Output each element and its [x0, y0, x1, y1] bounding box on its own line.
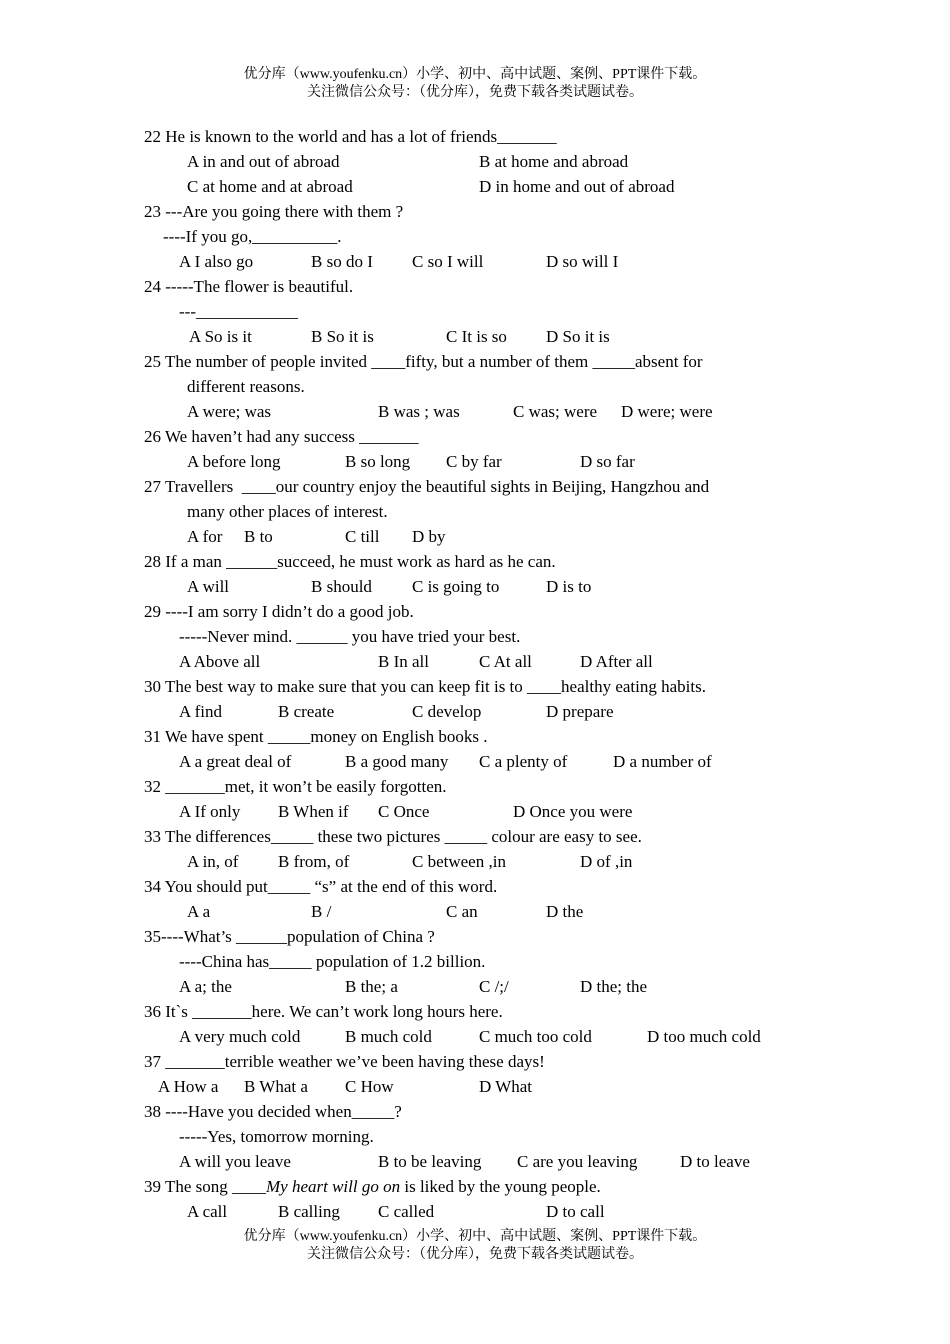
q23-stem: 23 ---Are you going there with them ? — [144, 202, 404, 221]
q38-stem-reply: -----Yes, tomorrow morning. — [179, 1127, 374, 1146]
q26-option-c: C by far — [446, 452, 502, 471]
q26-option-a: A before long — [187, 452, 281, 471]
q27-stem-continued: many other places of interest. — [187, 502, 388, 521]
q22-option-c: C at home and at abroad — [187, 177, 353, 196]
q27-option-a: A for — [187, 527, 223, 546]
q37-option-c: C How — [345, 1077, 394, 1096]
q36-option-c: C much too cold — [479, 1027, 592, 1046]
q23-option-d: D so will I — [546, 252, 619, 271]
q22-stem: 22 He is known to the world and has a lot of friends_______ — [144, 127, 557, 146]
q27-option-d: D by — [412, 527, 446, 546]
q28-stem: 28 If a man ______succeed, he must work as hard as he can. — [144, 552, 556, 571]
q37-option-a: A How a — [158, 1077, 219, 1096]
q29-stem: 29 ----I am sorry I didn’t do a good job. — [144, 602, 414, 621]
q32-option-c: C Once — [378, 802, 430, 821]
q37-option-d: D What — [479, 1077, 533, 1096]
q34-option-b: B / — [311, 902, 332, 921]
q30-option-a: A find — [179, 702, 222, 721]
q35-stem: 35----What’s ______population of China ? — [144, 927, 435, 946]
q39-song-title: My heart will go on — [266, 1177, 401, 1196]
q36-option-a: A very much cold — [179, 1027, 301, 1046]
q31-option-d: D a number of — [613, 752, 712, 771]
q23-option-c: C so I will — [412, 252, 484, 271]
q39-option-b: B calling — [278, 1202, 340, 1221]
q29-option-d: D After all — [580, 652, 653, 671]
q30-option-c: C develop — [412, 702, 482, 721]
q23-option-a: A I also go — [179, 252, 254, 271]
q35-option-a: A a; the — [179, 977, 232, 996]
q32-option-a: A If only — [179, 802, 241, 821]
q26-stem: 26 We haven’t had any success _______ — [144, 427, 419, 446]
q33-option-c: C between ,in — [412, 852, 506, 871]
q34-option-a: A a — [187, 902, 211, 921]
page-header — [0, 66, 950, 102]
q23-stem-reply: ----If you go,__________. — [163, 227, 342, 246]
q33-option-a: A in, of — [187, 852, 239, 871]
q39-stem-end: is liked by the young people. — [400, 1177, 601, 1196]
q36-option-b: B much cold — [345, 1027, 432, 1046]
q28-option-d: D is to — [546, 577, 592, 596]
q24-option-c: C It is so — [446, 327, 507, 346]
q32-stem: 32 _______met, it won’t be easily forgotten. — [144, 777, 447, 796]
q30-option-b: B create — [278, 702, 335, 721]
q38-option-c: C are you leaving — [517, 1152, 638, 1171]
q35-option-b: B the; a — [345, 977, 398, 996]
q32-option-d: D Once you were — [513, 802, 633, 821]
q39-option-c: C called — [378, 1202, 435, 1221]
q38-option-a: A will you leave — [179, 1152, 291, 1171]
q31-option-c: C a plenty of — [479, 752, 568, 771]
q24-stem-reply: ---____________ — [179, 302, 298, 321]
q26-option-d: D so far — [580, 452, 635, 471]
q27-option-c: C till — [345, 527, 380, 546]
q25-option-a: A were; was — [187, 402, 272, 421]
q22-option-b: B at home and abroad — [479, 152, 629, 171]
q35-option-d: D the; the — [580, 977, 648, 996]
q38-option-b: B to be leaving — [378, 1152, 482, 1171]
q28-option-b: B should — [311, 577, 372, 596]
q24-option-d: D So it is — [546, 327, 610, 346]
q24-stem: 24 -----The flower is beautiful. — [144, 277, 354, 296]
q34-option-c: C an — [446, 902, 478, 921]
q29-option-c: C At all — [479, 652, 532, 671]
q22-option-a: A in and out of abroad — [187, 152, 340, 171]
q31-option-b: B a good many — [345, 752, 449, 771]
q38-option-d: D to leave — [680, 1152, 750, 1171]
q25-stem-continued: different reasons. — [187, 377, 305, 396]
q36-option-d: D too much cold — [647, 1027, 761, 1046]
q29-option-b: B In all — [378, 652, 429, 671]
q39-option-d: D to call — [546, 1202, 605, 1221]
q28-option-c: C is going to — [412, 577, 500, 596]
q39-stem-start: 39 The song ____ — [144, 1177, 266, 1196]
q31-stem: 31 We have spent _____money on English books . — [144, 727, 488, 746]
q25-stem: 25 The number of people invited ____fifty, but a number of them _____absent for — [144, 352, 703, 371]
q27-option-b: B to — [244, 527, 273, 546]
q33-stem: 33 The differences_____ these two pictures _____ colour are easy to see. — [144, 827, 642, 846]
q39-option-a: A call — [187, 1202, 228, 1221]
q35-option-c: C /;/ — [479, 977, 509, 996]
q28-option-a: A will — [187, 577, 230, 596]
q37-stem: 37 _______terrible weather we’ve been having these days! — [144, 1052, 545, 1071]
q22-option-d: D in home and out of abroad — [479, 177, 675, 196]
q30-stem: 30 The best way to make sure that you can keep fit is to ____healthy eating habits. — [144, 677, 706, 696]
header-line-1: 优分库（www.youfenku.cn）小学、初中、高中试题、案例、PPT课件下载。 — [243, 67, 707, 82]
q34-stem: 34 You should put_____ “s” at the end of this word. — [144, 877, 498, 896]
q35-stem-reply: ----China has_____ population of 1.2 billion. — [179, 952, 486, 971]
footer-line-2: 关注微信公众号：（优分库），免费下载各类试题试卷。 — [307, 1247, 643, 1262]
q25-option-c: C was; were — [513, 402, 598, 421]
q27-stem: 27 Travellers ____our country enjoy the beautiful sights in Beijing, Hangzhou and — [144, 477, 710, 496]
q33-option-b: B from, of — [278, 852, 350, 871]
q29-option-a: A Above all — [179, 652, 261, 671]
q38-stem: 38 ----Have you decided when_____? — [144, 1102, 402, 1121]
q26-option-b: B so long — [345, 452, 411, 471]
q25-option-d: D were; were — [621, 402, 713, 421]
q30-option-d: D prepare — [546, 702, 614, 721]
q24-option-a: A So is it — [189, 327, 252, 346]
page-footer — [0, 1228, 950, 1264]
q39-stem — [144, 1176, 601, 1198]
q31-option-a: A a great deal of — [179, 752, 292, 771]
q25-option-b: B was ; was — [378, 402, 460, 421]
q36-stem: 36 It`s _______here. We can’t work long hours here. — [144, 1002, 503, 1021]
q33-option-d: D of ,in — [580, 852, 633, 871]
q29-stem-reply: -----Never mind. ______ you have tried your best. — [179, 627, 521, 646]
q32-option-b: B When if — [278, 802, 349, 821]
q23-option-b: B so do I — [311, 252, 373, 271]
q24-option-b: B So it is — [311, 327, 374, 346]
q34-option-d: D the — [546, 902, 584, 921]
q37-option-b: B What a — [244, 1077, 308, 1096]
header-line-2: 关注微信公众号：（优分库），免费下载各类试题试卷。 — [307, 85, 643, 100]
footer-line-1: 优分库（www.youfenku.cn）小学、初中、高中试题、案例、PPT课件下载。 — [243, 1229, 707, 1244]
